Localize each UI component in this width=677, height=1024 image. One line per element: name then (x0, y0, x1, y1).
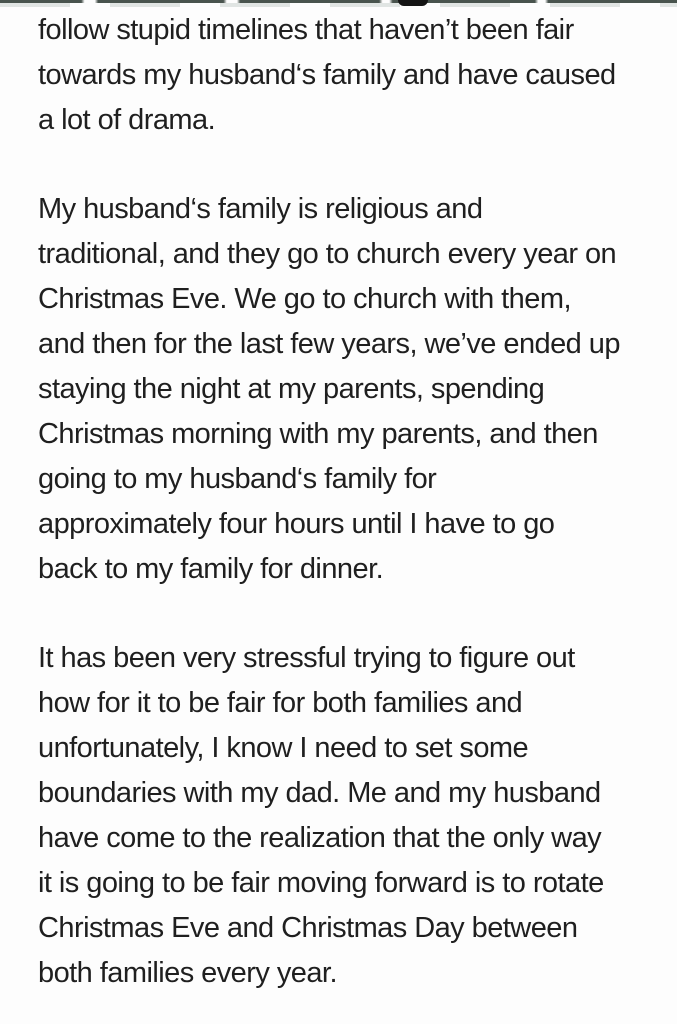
text-line: both families every year. (38, 957, 337, 989)
text-line: traditional, and they go to church every year on (38, 238, 617, 270)
cropped-line-faint-marks (0, 3, 677, 7)
text-line: boundaries with my dad. Me and my husband (38, 777, 601, 809)
paragraph (38, 8, 657, 143)
text-line: back to my family for dinner. (38, 553, 384, 585)
text-line: It has been very stressful trying to figure out (38, 642, 575, 674)
text-line: My husband‘s family is religious and (38, 193, 483, 225)
text-line: towards my husband‘s family and have caused (38, 59, 616, 91)
text-line: a lot of drama. (38, 104, 216, 136)
text-line: staying the night at my parents, spending (38, 373, 545, 405)
paragraph (38, 187, 657, 592)
text-line: Christmas Eve and Christmas Day between (38, 912, 578, 944)
text-line: have come to the realization that the only way (38, 822, 602, 854)
text-line: Christmas Eve. We go to church with them, (38, 283, 571, 315)
text-line: unfortunately, I know I need to set some (38, 732, 529, 764)
text-line: Christmas morning with my parents, and then (38, 418, 598, 450)
text-line: and then for the last few years, we’ve ended up (38, 328, 620, 360)
text-line: it is going to be fair moving forward is to rotate (38, 867, 604, 899)
text-line: going to my husband‘s family for (38, 463, 437, 495)
text-line: follow stupid timelines that haven’t been fair (38, 14, 574, 46)
text-line: approximately four hours until I have to go (38, 508, 555, 540)
post-text (38, 8, 657, 996)
paragraph (38, 636, 657, 996)
letter-descender-remnant (398, 0, 428, 6)
text-line: how for it to be fair for both families and (38, 687, 523, 719)
